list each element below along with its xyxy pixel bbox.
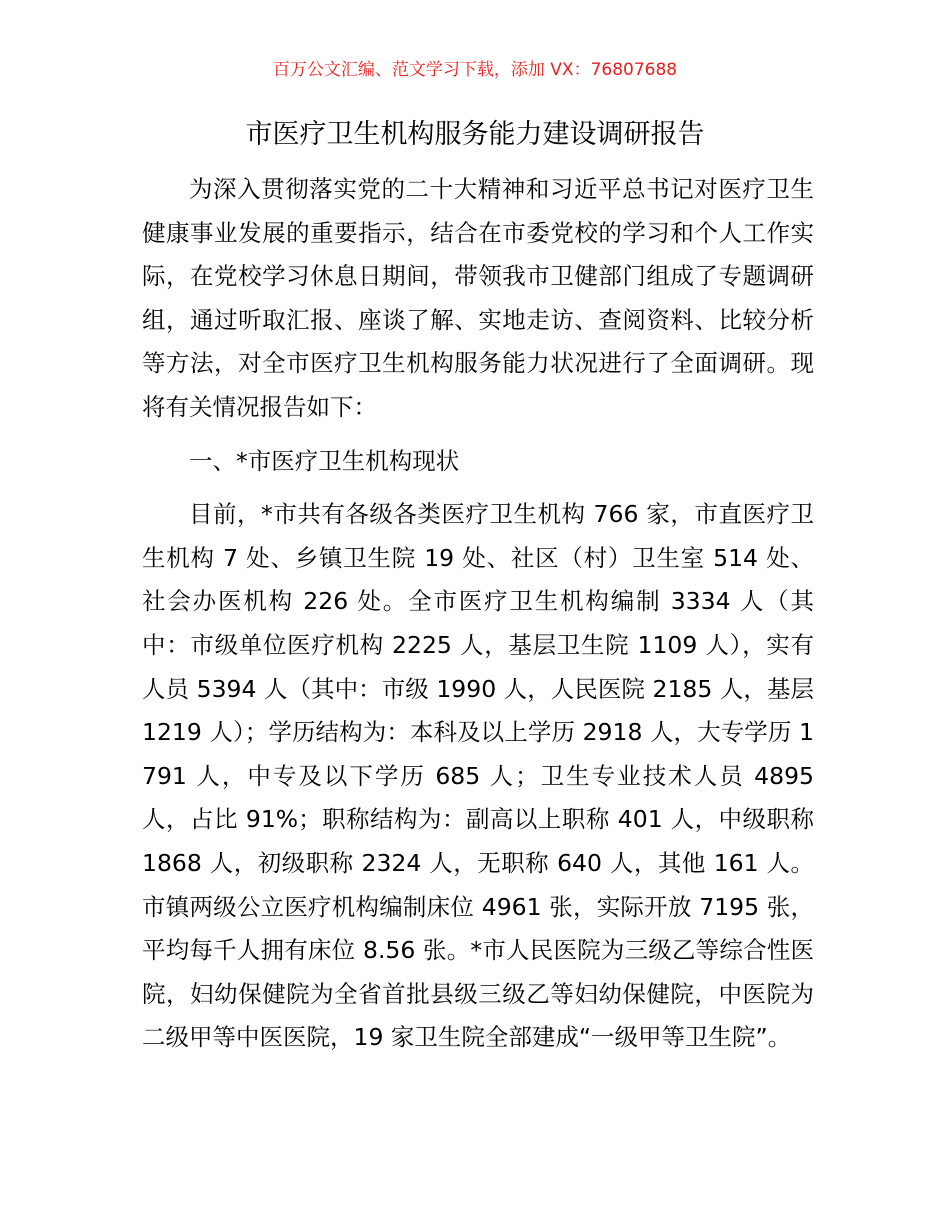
section-paragraph: 目前，*市共有各级各类医疗卫生机构 766 家，市直医疗卫生机构 7 处、乡镇卫生院 19 处、社区（村）卫生室 514 处、社会办医机构 226 处。全市医疗卫生机构编制 3334 人（其中：市级单位医疗机构 2225 人，基层卫生院 1109 人），实有人员 5394 人（其中：市级 1990 人，人民医院 2185 人，基层 1219 人）；学历结构为：本科及以上学历 2918 人，大专学历 1791 人，中专及以下学历 685 人；卫生专业技术人员 4895 人，占比 91%；职称结构为：副高以上职称 401 人，中级职称 1868 人，初级职称 2324 人，无职称 640 人，其他 161 人。市镇两级公立医疗机构编制床位 4961 张，实际开放 7195 张，平均每千人拥有床位 8.56 张。*市人民医院为三级乙等综合性医院，妇幼保健院为全省首批县级三级乙等妇幼保健院，中医院为二级甲等中医医院，19 家卫生院全部建成“一级甲等卫生院”。 bbox=[142, 500, 814, 1052]
section-heading: 一、*市医疗卫生机构现状 bbox=[189, 446, 460, 475]
intro-paragraph: 为深入贯彻落实党的二十大精神和习近平总书记对医疗卫生健康事业发展的重要指示，结合在市委党校的学习和个人工作实际，在党校学习休息日期间，带领我市卫健部门组成了专题调研组，通过听取汇报、座谈了解、实地走访、查阅资料、比较分析等方法，对全市医疗卫生机构服务能力状况进行了全面调研。现将有关情况报告如下： bbox=[142, 175, 814, 421]
document-title: 市医疗卫生机构服务能力建设调研报告 bbox=[245, 119, 705, 150]
document-body bbox=[142, 168, 814, 1060]
watermark-header: 百万公文汇编、范文学习下载，添加 VX：76807688 bbox=[272, 60, 678, 80]
